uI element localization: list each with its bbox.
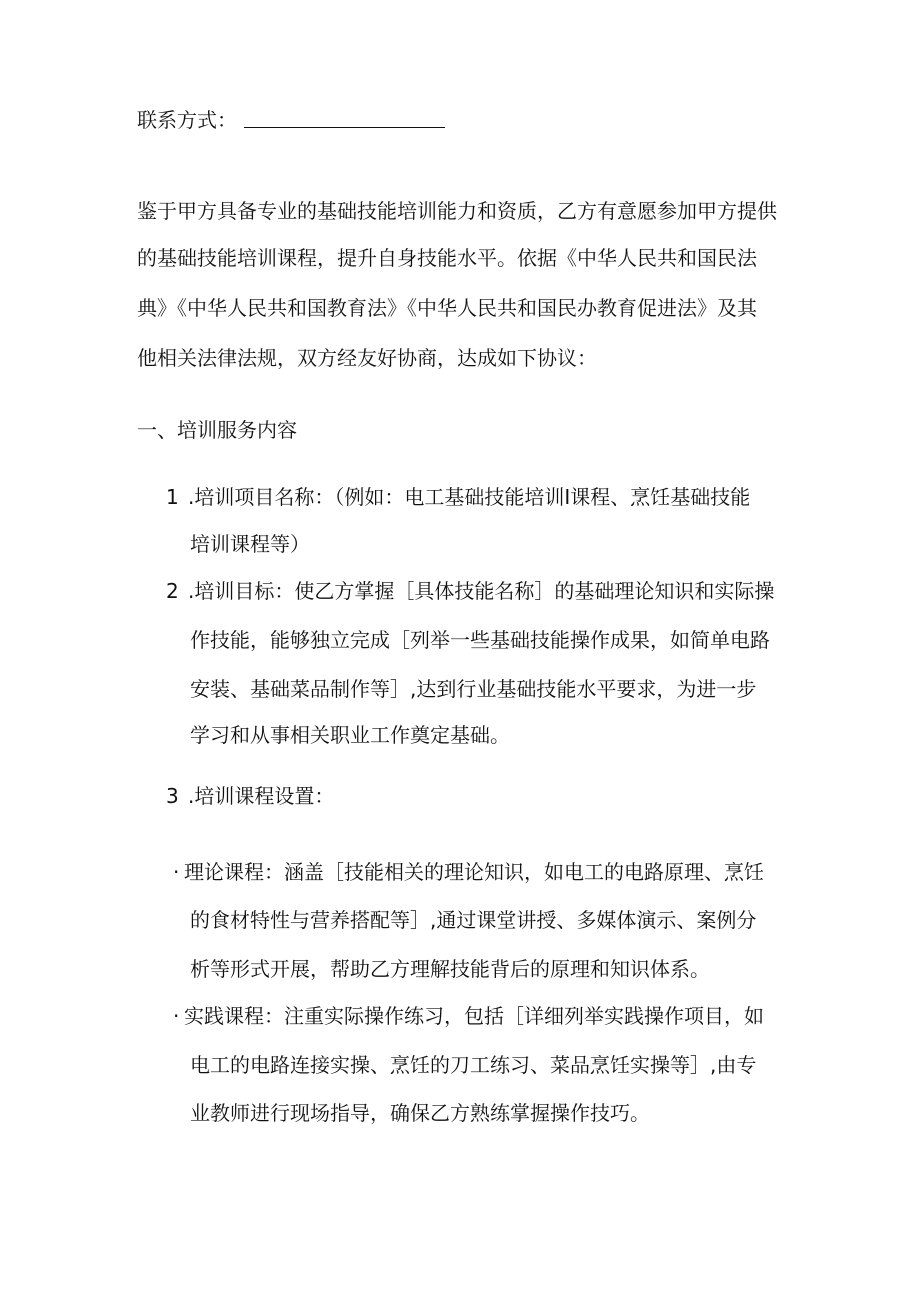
item-2-line-1: .培训目标：使乙方掌握［具体技能名称］的基础理论知识和实际操 bbox=[188, 579, 775, 603]
bullet-2-marker: · bbox=[173, 1004, 180, 1028]
bullet-2-line-2: 电工的电路连接实操、烹饪的刀工练习、菜品烹饪实操等］,由专 bbox=[190, 1053, 757, 1077]
bullet-1-line-3: 析等形式开展，帮助乙方理解技能背后的原理和知识体系。 bbox=[190, 957, 710, 981]
item-3-number: 3 bbox=[166, 784, 179, 808]
item-2-line-3: 安装、基础菜品制作等］,达到行业基础技能水平要求，为进一步 bbox=[190, 677, 757, 701]
item-1-line-1: .培训项目名称：（例如：电工基础技能培训I课程、烹饪基础技能 bbox=[188, 485, 751, 509]
item-2-line-2: 作技能，能够独立完成［列举一些基础技能操作成果，如简单电路 bbox=[190, 628, 770, 652]
intro-line-1: 鉴于甲方具备专业的基础技能培训能力和资质，乙方有意愿参加甲方提供 bbox=[137, 199, 777, 223]
contact-blank-underline bbox=[244, 127, 445, 128]
item-2-line-4: 学习和从事相关职业工作奠定基础。 bbox=[190, 723, 510, 747]
bullet-1-line-1: 理论课程：涵盖［技能相关的理论知识，如电工的电路原理、烹饪 bbox=[184, 860, 764, 884]
bullet-2-line-1: 实践课程：注重实际操作练习，包括［详细列举实践操作项目，如 bbox=[184, 1004, 764, 1028]
item-1-line-2: 培训课程等） bbox=[190, 532, 310, 556]
intro-line-2: 的基础技能培训课程，提升自身技能水平。依据《中华人民共和国民法 bbox=[137, 246, 757, 270]
item-1-number: 1 bbox=[166, 485, 179, 509]
bullet-1-line-2: 的食材特性与营养搭配等］,通过课堂讲授、多媒体演示、案例分 bbox=[190, 908, 757, 932]
item-2-number: 2 bbox=[166, 579, 179, 603]
contact-label: 联系方式： bbox=[137, 108, 237, 132]
bullet-2-line-3: 业教师进行现场指导，确保乙方熟练掌握操作技巧。 bbox=[190, 1101, 650, 1125]
section-title: 一、培训服务内容 bbox=[137, 418, 297, 442]
item-3-line-1: .培训课程设置： bbox=[188, 784, 335, 808]
bullet-1-marker: · bbox=[173, 860, 180, 884]
intro-line-4: 他相关法律法规，双方经友好协商，达成如下协议： bbox=[137, 346, 597, 370]
intro-line-3: 典》《中华人民共和国教育法》《中华人民共和国民办教育促进法》及其 bbox=[137, 296, 757, 320]
